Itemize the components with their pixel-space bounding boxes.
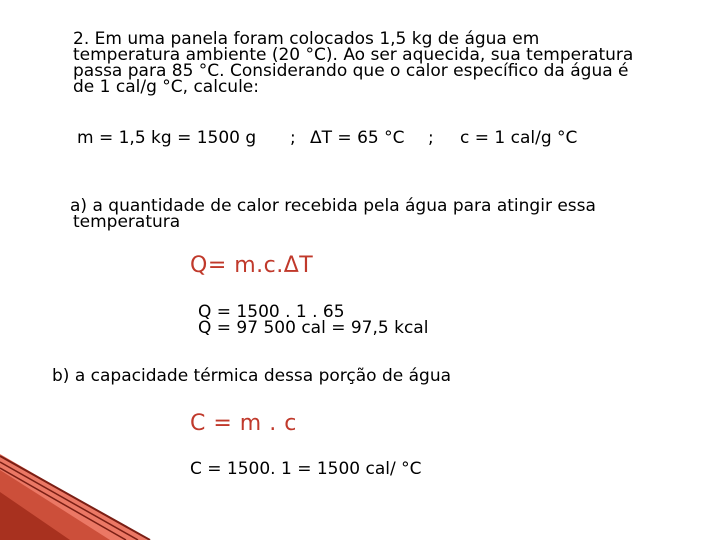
part-a-line-2: temperatura [73,212,181,232]
problem-line-3: passa para 85 °C. Considerando que o calor específico da água é [73,61,629,81]
given-specific-heat: c = 1 cal/g °C [460,128,578,148]
given-mass: m = 1,5 kg = 1500 g [77,128,257,148]
part-a-line-1: a) a quantidade de calor recebida pela água para atingir essa [70,196,596,216]
problem-line-2: temperatura ambiente (20 °C). Ao ser aquecida, sua temperatura [73,45,634,65]
given-separator-1: ; [290,128,296,148]
given-delta-t: ΔT = 65 °C [310,128,405,148]
given-separator-2: ; [428,128,434,148]
part-b-text: b) a capacidade térmica dessa porção de água [52,366,452,386]
problem-line-1: 2. Em uma panela foram colocados 1,5 kg de água em [73,29,540,49]
part-b-calc: C = 1500. 1 = 1500 cal/ °C [190,459,422,479]
problem-line-4: de 1 cal/g °C, calcule: [73,77,259,97]
part-b-formula: C = m . c [190,411,297,436]
part-a-calc-2: Q = 97 500 cal = 97,5 kcal [198,318,429,338]
part-a-formula: Q= m.c.ΔT [190,253,314,278]
part-a-calc-1: Q = 1500 . 1 . 65 [198,302,345,322]
